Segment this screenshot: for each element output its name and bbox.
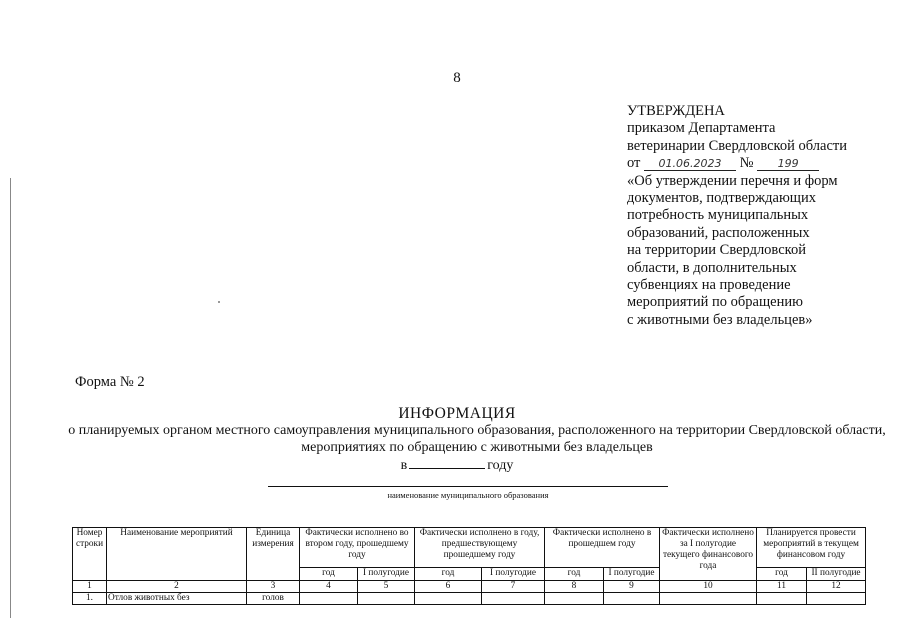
row-unit: голов: [247, 593, 300, 605]
header-group-4: Фактически исполнено за I полугодие текущего финансового года: [660, 528, 757, 581]
row-event-name: Отлов животных без: [107, 593, 247, 605]
handwritten-date: 01.06.2023: [644, 157, 736, 171]
row-number: 1.: [73, 593, 107, 605]
subheader-half-year: I полугодие: [482, 568, 545, 581]
header-group-2: Фактически исполнено в году, предшествующему прошедшему году: [415, 528, 545, 568]
approval-heading: УТВЕРЖДЕНА: [627, 103, 725, 119]
municipality-blank-field[interactable]: [268, 486, 668, 487]
header-unit: Единица измерения: [247, 528, 300, 581]
column-number-row: [73, 581, 866, 593]
header-group-5: Планируется провести мероприятий в текущем финансовом году: [757, 528, 866, 568]
header-row-number: Номер строки: [73, 528, 107, 581]
year-blank-field[interactable]: [409, 456, 485, 469]
row-cell[interactable]: [358, 593, 415, 605]
year-suffix: году: [487, 458, 514, 473]
header-event-name: Наименование мероприятий: [107, 528, 247, 581]
subheader-second-half: II полугодие: [807, 568, 866, 581]
approval-title-line-3: потребность муниципальных: [627, 207, 809, 224]
handwritten-number: 199: [757, 157, 819, 171]
table-header-row: [73, 528, 866, 568]
column-number: 10: [660, 581, 757, 593]
approval-title-line-1: «Об утверждении перечня и форм: [627, 172, 838, 189]
approval-title-line-2: документов, подтверждающих: [627, 190, 816, 207]
row-cell[interactable]: [545, 593, 604, 605]
page-number: 8: [453, 70, 461, 86]
year-line: [0, 456, 914, 474]
column-number: 11: [757, 581, 807, 593]
events-table: [72, 527, 866, 605]
form-label: Форма № 2: [75, 374, 145, 390]
row-cell[interactable]: [482, 593, 545, 605]
header-group-1: Фактически исполнено во втором году, прошедшему году: [300, 528, 415, 568]
column-number: 6: [415, 581, 482, 593]
row-cell[interactable]: [757, 593, 807, 605]
subheader-year: год: [545, 568, 604, 581]
column-number: 8: [545, 581, 604, 593]
column-number: 4: [300, 581, 358, 593]
column-number: 3: [247, 581, 300, 593]
column-number: 7: [482, 581, 545, 593]
column-number: 5: [358, 581, 415, 593]
column-number: 9: [604, 581, 660, 593]
date-prefix: от: [627, 155, 641, 172]
column-number: 2: [107, 581, 247, 593]
scan-margin-line: [10, 178, 11, 618]
subheader-half-year: I полугодие: [604, 568, 660, 581]
row-cell[interactable]: [807, 593, 866, 605]
table-row: [73, 593, 866, 605]
row-cell[interactable]: [300, 593, 358, 605]
approval-date-line: [627, 155, 877, 172]
document-title: ИНФОРМАЦИЯ: [398, 405, 516, 422]
municipality-caption: наименование муниципального образования: [387, 490, 549, 500]
number-prefix: №: [739, 155, 754, 172]
approval-title-line-6: области, в дополнительных: [627, 259, 797, 276]
approval-stamp-block: [627, 103, 877, 329]
approval-title-line-7: субвенциях на проведение: [627, 277, 791, 294]
subheader-year: год: [757, 568, 807, 581]
year-prefix: в: [400, 458, 408, 473]
subheader-year: год: [300, 568, 358, 581]
subheader-year: год: [415, 568, 482, 581]
row-cell[interactable]: [660, 593, 757, 605]
approval-line-1: приказом Департамента: [627, 120, 776, 137]
approval-title-line-5: на территории Свердловской: [627, 242, 806, 259]
approval-line-2: ветеринарии Свердловской области: [627, 137, 847, 154]
subheader-half-year: I полугодие: [358, 568, 415, 581]
row-cell[interactable]: [415, 593, 482, 605]
column-number: 1: [73, 581, 107, 593]
approval-title-line-8: мероприятий по обращению: [627, 294, 803, 311]
row-cell[interactable]: [604, 593, 660, 605]
column-number: 12: [807, 581, 866, 593]
document-subtitle: о планируемых органом местного самоуправления муниципального образования, расположенного на территории Свердловской области, мероприятиях по обращению с животными без владельцев: [68, 423, 886, 455]
approval-title-line-4: образований, расположенных: [627, 224, 810, 241]
header-group-3: Фактически исполнено в прошедшем году: [545, 528, 660, 568]
approval-title-line-9: с животными без владельцев»: [627, 311, 813, 328]
scan-speck: [218, 301, 220, 303]
